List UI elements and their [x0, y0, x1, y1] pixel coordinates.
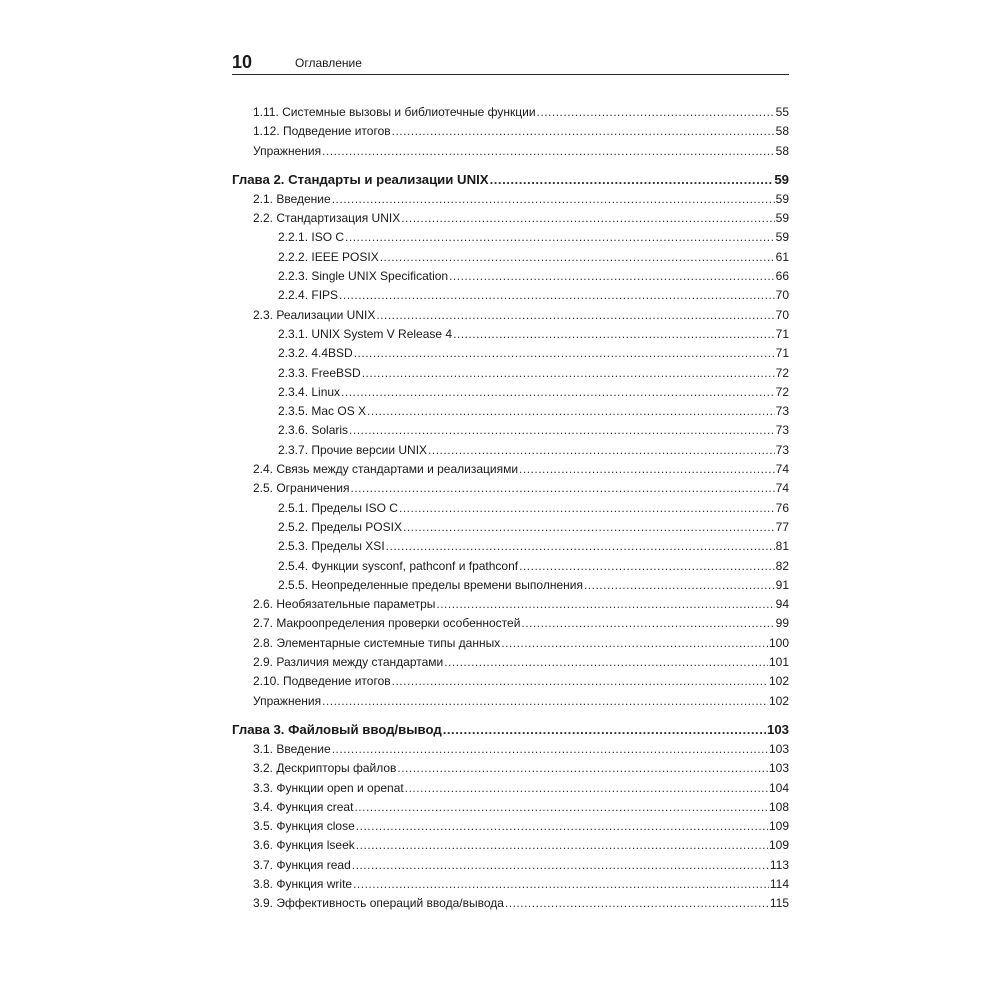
toc-entry-page: 109	[768, 838, 789, 853]
toc-entry-page: 115	[769, 896, 789, 911]
toc-entry-title: 3.3. Функции open и openat	[253, 780, 404, 795]
toc-entry	[232, 875, 789, 894]
toc-entry-title: 2.5.5. Неопределенные пределы времени выполнения	[278, 577, 583, 592]
toc-entry	[232, 576, 789, 595]
toc-entry	[232, 856, 789, 875]
toc-entry	[232, 557, 789, 576]
dot-leader	[443, 719, 766, 740]
toc-entry-title: 2.4. Связь между стандартами и реализациями	[253, 462, 519, 477]
toc-entry-page: 113	[769, 857, 789, 872]
dot-leader	[505, 894, 769, 913]
toc-entry-title: 2.6. Необязательные параметры	[253, 597, 436, 612]
toc-entry-title: 2.2.4. FIPS	[278, 288, 339, 303]
toc-entry	[232, 779, 789, 798]
dot-leader	[356, 836, 768, 855]
toc-entry	[232, 344, 789, 363]
toc-entry-page: 104	[768, 780, 789, 795]
toc-entry	[232, 672, 789, 691]
dot-leader	[349, 421, 775, 440]
toc-entry-title: 1.11. Системные вызовы и библиотечные функции	[253, 105, 536, 119]
toc-entry-title: 2.3. Реализации UNIX	[253, 307, 376, 322]
dot-leader	[341, 383, 775, 402]
toc-entry	[232, 286, 789, 305]
running-title: Оглавление	[295, 56, 362, 70]
dot-leader	[392, 672, 768, 691]
dot-leader	[519, 557, 775, 576]
dot-leader	[351, 479, 775, 498]
dot-leader	[401, 209, 774, 228]
toc-entry	[232, 248, 789, 267]
dot-leader	[362, 364, 775, 383]
dot-leader	[537, 103, 775, 122]
toc-entry-title: 3.6. Функция lseek	[253, 838, 355, 853]
toc-entry	[232, 364, 789, 383]
page-number: 10	[232, 52, 253, 72]
toc-entry	[232, 460, 789, 479]
toc-entry-title: 2.5.3. Пределы XSI	[278, 539, 385, 554]
dot-leader	[322, 142, 775, 161]
toc-entry-page: 114	[769, 876, 789, 891]
dot-leader	[354, 344, 775, 363]
toc-entry	[232, 325, 789, 344]
toc-entry-title: 2.3.4. Linux	[278, 384, 341, 399]
dot-leader	[367, 402, 775, 421]
toc-entry-page: 73	[775, 442, 789, 457]
toc-entry-title: 2.3.1. UNIX System V Release 4	[278, 326, 453, 341]
table-of-contents	[232, 103, 789, 914]
toc-entry-page: 102	[768, 674, 789, 689]
toc-entry-title: 2.7. Макроопределения проверки особенностей	[253, 616, 521, 631]
toc-entry-page: 61	[775, 249, 789, 264]
toc-chapter-entry	[232, 719, 789, 740]
toc-entry-title: 2.5.2. Пределы POSIX	[278, 519, 402, 534]
dot-leader	[376, 306, 774, 325]
toc-entry-page: 70	[775, 288, 789, 303]
toc-entry-page: 99	[775, 616, 789, 631]
dot-leader	[353, 875, 769, 894]
toc-entry-title: 3.5. Функция close	[253, 819, 355, 834]
toc-chapter-entry	[232, 169, 789, 190]
toc-entry	[232, 122, 789, 141]
toc-entry	[232, 190, 789, 209]
toc-entry-title: Упражнения	[253, 143, 322, 158]
dot-leader	[521, 614, 774, 633]
toc-entry-page: 72	[775, 384, 789, 399]
dot-leader	[322, 692, 768, 711]
toc-entry-title: 2.1. Введение	[253, 191, 331, 206]
dot-leader	[501, 634, 768, 653]
toc-entry-page: 109	[768, 819, 789, 834]
dot-leader	[584, 576, 775, 595]
toc-entry-title: 2.5.4. Функции sysconf, pathconf и fpathconf	[278, 558, 519, 573]
toc-entry-title: Упражнения	[253, 693, 322, 708]
toc-entry-title: 3.2. Дескрипторы файлов	[253, 761, 397, 776]
toc-entry-page: 71	[775, 326, 789, 341]
dot-leader	[386, 537, 775, 556]
dot-leader	[449, 267, 775, 286]
toc-entry-title: 2.5.1. Пределы ISO C	[278, 500, 398, 515]
toc-entry-page: 59	[775, 191, 789, 206]
toc-entry	[232, 653, 789, 672]
toc-entry-page: 70	[775, 307, 789, 322]
toc-entry	[232, 759, 789, 778]
toc-entry-page: 100	[768, 635, 789, 650]
toc-entry-page: 77	[775, 519, 789, 534]
toc-entry-title: Глава 3. Файловый ввод/вывод	[232, 721, 442, 737]
toc-entry-page: 103	[768, 741, 789, 756]
toc-entry	[232, 740, 789, 759]
toc-entry-page: 82	[775, 558, 789, 573]
toc-entry	[232, 595, 789, 614]
toc-entry-title: 2.9. Различия между стандартами	[253, 655, 444, 670]
toc-entry-title: 3.7. Функция read	[253, 857, 351, 872]
dot-leader	[332, 190, 775, 209]
toc-entry-page: 59	[774, 171, 789, 187]
toc-entry-title: 2.3.7. Прочие версии UNIX	[278, 442, 428, 457]
toc-entry-title: 2.8. Элементарные системные типы данных	[253, 635, 501, 650]
toc-entry	[232, 894, 789, 913]
toc-entry-title: 2.2. Стандартизация UNIX	[253, 211, 401, 226]
toc-entry-page: 74	[775, 481, 789, 496]
toc-entry-page: 59	[775, 211, 789, 226]
dot-leader	[339, 286, 775, 305]
toc-entry-page: 94	[775, 597, 789, 612]
toc-entry-page: 73	[775, 423, 789, 438]
dot-leader	[519, 460, 775, 479]
dot-leader	[453, 325, 775, 344]
dot-leader	[403, 518, 775, 537]
toc-entry-page: 91	[775, 577, 789, 592]
toc-entry	[232, 634, 789, 653]
toc-entry-title: 3.9. Эффективность операций ввода/вывода	[253, 896, 504, 911]
toc-entry-page: 58	[775, 143, 789, 158]
toc-entry	[232, 142, 789, 161]
dot-leader	[444, 653, 768, 672]
toc-entry-page: 103	[768, 761, 789, 776]
toc-entry-page: 81	[775, 539, 789, 554]
dot-leader	[392, 122, 775, 141]
toc-entry-title: 3.1. Введение	[253, 741, 331, 756]
page-header	[232, 50, 789, 75]
dot-leader	[397, 759, 768, 778]
toc-entry-title: 2.3.3. FreeBSD	[278, 365, 361, 380]
toc-entry-page: 108	[768, 799, 789, 814]
dot-leader	[352, 856, 769, 875]
toc-entry	[232, 836, 789, 855]
toc-entry-title: 2.3.5. Mac OS X	[278, 404, 367, 419]
toc-entry	[232, 499, 789, 518]
dot-leader	[380, 248, 775, 267]
toc-entry-page: 101	[768, 655, 789, 670]
toc-entry-page: 58	[775, 124, 789, 139]
toc-entry-title: 2.3.6. Solaris	[278, 423, 349, 438]
dot-leader	[354, 798, 768, 817]
toc-entry	[232, 817, 789, 836]
toc-entry-title: 2.2.1. ISO C	[278, 230, 345, 245]
toc-entry	[232, 103, 789, 122]
toc-entry	[232, 479, 789, 498]
dot-leader	[356, 817, 768, 836]
toc-entry-title: Глава 2. Стандарты и реализации UNIX	[232, 171, 489, 187]
toc-entry	[232, 421, 789, 440]
toc-entry-page: 103	[766, 721, 789, 737]
toc-entry	[232, 537, 789, 556]
toc-entry-page: 71	[775, 346, 789, 361]
toc-entry-page: 55	[775, 105, 789, 119]
dot-leader	[345, 228, 775, 247]
toc-entry-page: 59	[775, 230, 789, 245]
toc-entry	[232, 402, 789, 421]
dot-leader	[332, 740, 768, 759]
toc-entry-page: 66	[775, 269, 789, 284]
dot-leader	[428, 441, 775, 460]
toc-entry-page: 102	[768, 693, 789, 708]
toc-entry-page: 73	[775, 404, 789, 419]
dot-leader	[490, 169, 774, 190]
toc-entry-title: 3.8. Функция write	[253, 876, 353, 891]
toc-entry-title: 2.2.2. IEEE POSIX	[278, 249, 379, 264]
toc-entry	[232, 798, 789, 817]
toc-entry	[232, 383, 789, 402]
dot-leader	[399, 499, 775, 518]
toc-entry-title: 1.12. Подведение итогов	[253, 124, 391, 139]
dot-leader	[436, 595, 774, 614]
toc-entry-title: 2.2.3. Single UNIX Specification	[278, 269, 449, 284]
toc-entry	[232, 209, 789, 228]
toc-entry-title: 2.10. Подведение итогов	[253, 674, 391, 689]
toc-entry	[232, 267, 789, 286]
dot-leader	[405, 779, 768, 798]
toc-entry-title: 3.4. Функция creat	[253, 799, 354, 814]
toc-entry	[232, 228, 789, 247]
toc-entry	[232, 614, 789, 633]
toc-entry	[232, 441, 789, 460]
toc-entry	[232, 306, 789, 325]
toc-entry-title: 2.5. Ограничения	[253, 481, 350, 496]
toc-entry	[232, 518, 789, 537]
toc-entry-page: 74	[775, 462, 789, 477]
toc-entry-page: 76	[775, 500, 789, 515]
toc-entry-page: 72	[775, 365, 789, 380]
toc-entry-title: 2.3.2. 4.4BSD	[278, 346, 353, 361]
toc-entry	[232, 692, 789, 711]
